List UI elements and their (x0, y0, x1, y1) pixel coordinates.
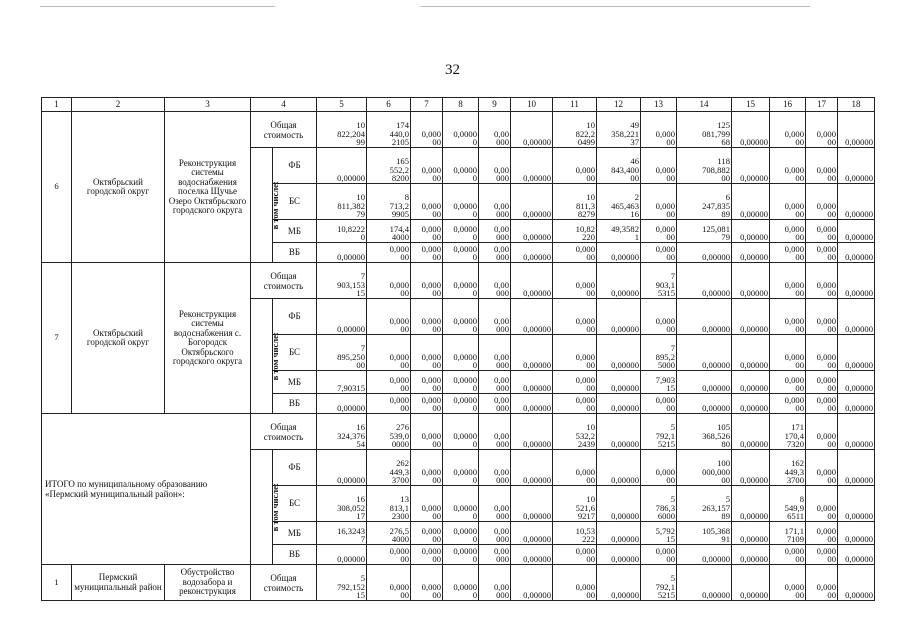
value-cell: 0,00000 (511, 335, 553, 371)
value-cell: 0,000 00 (411, 394, 443, 414)
value-cell: 0,000 00 (770, 299, 806, 335)
value-cell: 49,3582 1 (597, 220, 641, 243)
value-cell: 174,4 4000 (367, 220, 411, 243)
value-cell: 0,000 00 (641, 184, 677, 220)
incl-vertical-label (251, 148, 280, 263)
value-cell: 0,00000 (732, 486, 770, 522)
value-cell: 0,000 00 (641, 220, 677, 243)
incl-vertical-label (251, 450, 280, 565)
project-name: Обустройство водозабора и реконструкция (165, 565, 251, 601)
value-cell: 0,00 000 (479, 486, 511, 522)
value-cell: 5 786,3 6000 (641, 486, 677, 522)
value-cell: 0,000 00 (806, 184, 838, 220)
value-cell: 0,00000 (511, 565, 553, 601)
row-number: 1 (42, 565, 72, 601)
value-cell: 16 308,052 17 (317, 486, 367, 522)
source-label-vb: ВБ (273, 545, 317, 565)
value-cell: 5,792 15 (641, 522, 677, 545)
value-cell: 0,000 00 (806, 335, 838, 371)
col-header: 9 (479, 98, 511, 112)
value-cell: 0,0000 0 (443, 545, 479, 565)
value-cell: 5 792,1 5215 (641, 414, 677, 450)
col-header: 14 (677, 98, 732, 112)
value-cell: 0,000 00 (553, 263, 597, 299)
value-cell: 0,000 00 (806, 545, 838, 565)
incl-vertical-text: в том числе: (269, 482, 280, 532)
col-header: 3 (165, 98, 251, 112)
value-cell: 276 539,0 0000 (367, 414, 411, 450)
value-cell: 7 903,153 15 (317, 263, 367, 299)
total-cost-label: Общая стоимость (251, 414, 317, 450)
value-cell: 0,000 00 (367, 335, 411, 371)
value-cell: 0,00000 (838, 335, 875, 371)
value-cell: 105 368,526 80 (677, 414, 732, 450)
value-cell: 13 813,1 2300 (367, 486, 411, 522)
value-cell: 16 324,376 54 (317, 414, 367, 450)
top-rule-right (420, 6, 810, 7)
value-cell: 0,00 000 (479, 148, 511, 184)
value-cell: 0,00000 (732, 243, 770, 263)
value-cell: 0,0000 0 (443, 371, 479, 394)
value-cell: 0,000 00 (641, 148, 677, 184)
value-cell: 0,00000 (511, 486, 553, 522)
value-cell: 7 903,1 5315 (641, 263, 677, 299)
value-cell: 0,00000 (511, 148, 553, 184)
value-cell: 0,000 00 (641, 450, 677, 486)
value-cell: 0,000 00 (770, 371, 806, 394)
value-cell: 0,00000 (732, 220, 770, 243)
value-cell: 0,00000 (838, 243, 875, 263)
value-cell: 0,000 00 (806, 450, 838, 486)
value-cell: 0,000 00 (411, 545, 443, 565)
value-cell: 0,000 00 (411, 450, 443, 486)
value-cell: 0,00000 (597, 371, 641, 394)
value-cell: 0,00000 (732, 565, 770, 601)
value-cell: 0,00000 (732, 335, 770, 371)
value-cell: 0,00000 (838, 545, 875, 565)
value-cell: 0,000 00 (806, 486, 838, 522)
value-cell: 0,000 00 (553, 450, 597, 486)
municipality-name: Пермский муниципальный район (72, 565, 165, 601)
col-header: 1 (42, 98, 72, 112)
value-cell: 105,368 91 (677, 522, 732, 545)
value-cell: 0,000 00 (770, 184, 806, 220)
value-cell: 0,000 00 (411, 335, 443, 371)
value-cell: 118 708,882 00 (677, 148, 732, 184)
value-cell: 0,00000 (597, 522, 641, 545)
project-name: Реконструкция системы водоснабжения с. Богородск Октябрьского городского округа (165, 263, 251, 414)
value-cell: 10,8222 0 (317, 220, 367, 243)
value-cell: 0,00 000 (479, 299, 511, 335)
value-cell: 0,00000 (317, 450, 367, 486)
itogo-row (42, 414, 875, 450)
col-header: 10 (511, 98, 553, 112)
value-cell: 100 000,000 00 (677, 450, 732, 486)
group-row (42, 263, 875, 299)
value-cell: 0,00000 (317, 299, 367, 335)
value-cell: 10 822,2 0499 (553, 112, 597, 148)
value-cell: 0,000 00 (770, 335, 806, 371)
source-label-mb: МБ (273, 522, 317, 545)
value-cell: 0,00000 (732, 148, 770, 184)
municipality-name: Октябрьский городской округ (72, 112, 165, 263)
value-cell: 0,000 00 (411, 220, 443, 243)
value-cell: 46 843,400 00 (597, 148, 641, 184)
value-cell: 0,0000 0 (443, 112, 479, 148)
value-cell: 0,000 00 (641, 112, 677, 148)
value-cell: 10,53 222 (553, 522, 597, 545)
source-label-fb: ФБ (273, 299, 317, 335)
value-cell: 0,00000 (677, 371, 732, 394)
value-cell: 0,000 00 (553, 335, 597, 371)
value-cell: 0,00000 (732, 371, 770, 394)
value-cell: 0,00000 (597, 565, 641, 601)
value-cell: 0,00000 (511, 545, 553, 565)
value-cell: 0,00 000 (479, 220, 511, 243)
value-cell: 0,000 00 (367, 263, 411, 299)
col-header: 2 (72, 98, 165, 112)
value-cell: 0,00000 (838, 414, 875, 450)
value-cell: 0,000 00 (411, 243, 443, 263)
value-cell: 0,00000 (511, 112, 553, 148)
value-cell: 0,0000 0 (443, 299, 479, 335)
value-cell: 0,0000 0 (443, 263, 479, 299)
value-cell: 0,00000 (597, 545, 641, 565)
value-cell: 0,00000 (732, 450, 770, 486)
value-cell: 0,00000 (597, 263, 641, 299)
value-cell: 0,00 000 (479, 450, 511, 486)
value-cell: 8 713,2 9905 (367, 184, 411, 220)
value-cell: 0,000 00 (770, 394, 806, 414)
value-cell: 0,0000 0 (443, 565, 479, 601)
value-cell: 262 449,3 3700 (367, 450, 411, 486)
value-cell: 6 247,835 89 (677, 184, 732, 220)
value-cell: 5 792,1 5215 (641, 565, 677, 601)
col-header: 18 (838, 98, 875, 112)
value-cell: 0,00000 (838, 450, 875, 486)
value-cell: 0,000 00 (770, 263, 806, 299)
value-cell: 0,000 00 (553, 545, 597, 565)
value-cell: 0,00000 (511, 522, 553, 545)
value-cell: 49 358,221 37 (597, 112, 641, 148)
value-cell: 0,000 00 (411, 184, 443, 220)
row-number: 6 (42, 112, 72, 263)
value-cell: 171 170,4 7320 (770, 414, 806, 450)
value-cell: 0,000 00 (770, 545, 806, 565)
col-header: 4 (251, 98, 317, 112)
value-cell: 10 822,204 99 (317, 112, 367, 148)
value-cell: 171,1 7109 (770, 522, 806, 545)
value-cell: 0,000 00 (411, 148, 443, 184)
value-cell: 0,000 00 (411, 565, 443, 601)
value-cell: 0,00000 (732, 394, 770, 414)
value-cell: 0,00000 (732, 522, 770, 545)
source-label-mb: МБ (273, 220, 317, 243)
value-cell: 7,903 15 (641, 371, 677, 394)
itogo-label: ИТОГО по муниципальному образованию «Пермский муниципальный район»: (42, 414, 251, 565)
value-cell: 0,000 00 (553, 148, 597, 184)
value-cell: 0,00000 (317, 148, 367, 184)
value-cell: 0,00000 (732, 414, 770, 450)
value-cell: 0,00000 (838, 371, 875, 394)
value-cell: 0,00000 (677, 394, 732, 414)
value-cell: 0,000 00 (806, 263, 838, 299)
value-cell: 0,00000 (838, 522, 875, 545)
value-cell: 0,00 000 (479, 522, 511, 545)
total-cost-label: Общая стоимость (251, 263, 317, 299)
value-cell: 16,3243 7 (317, 522, 367, 545)
value-cell: 0,00 000 (479, 263, 511, 299)
col-header: 6 (367, 98, 411, 112)
incl-vertical-text: в том числе: (269, 331, 280, 381)
value-cell: 0,00000 (511, 414, 553, 450)
value-cell: 8 549,9 6511 (770, 486, 806, 522)
value-cell: 0,00000 (597, 450, 641, 486)
value-cell: 0,000 00 (367, 565, 411, 601)
col-header: 12 (597, 98, 641, 112)
value-cell: 0,0000 0 (443, 335, 479, 371)
value-cell: 0,000 00 (411, 112, 443, 148)
value-cell: 162 449,3 3700 (770, 450, 806, 486)
value-cell: 0,00000 (597, 335, 641, 371)
header-row (42, 98, 875, 112)
value-cell: 0,00000 (597, 243, 641, 263)
value-cell: 10 521,6 9217 (553, 486, 597, 522)
total-cost-label: Общая стоимость (251, 112, 317, 148)
value-cell: 0,0000 0 (443, 184, 479, 220)
group-row (42, 112, 875, 148)
value-cell: 0,000 00 (770, 243, 806, 263)
value-cell: 0,000 00 (411, 486, 443, 522)
value-cell: 0,00000 (597, 299, 641, 335)
value-cell: 0,000 00 (411, 299, 443, 335)
table-body (42, 98, 875, 601)
value-cell: 0,0000 0 (443, 486, 479, 522)
data-table (41, 97, 875, 601)
value-cell: 0,00 000 (479, 184, 511, 220)
total-cost-label: Общая стоимость (251, 565, 317, 601)
col-header: 16 (770, 98, 806, 112)
value-cell: 0,000 00 (806, 112, 838, 148)
value-cell: 10 811,3 8279 (553, 184, 597, 220)
value-cell: 0,0000 0 (443, 414, 479, 450)
value-cell: 0,000 00 (806, 565, 838, 601)
value-cell: 0,00 000 (479, 335, 511, 371)
col-header: 13 (641, 98, 677, 112)
col-header: 8 (443, 98, 479, 112)
value-cell: 10 532,2 2439 (553, 414, 597, 450)
value-cell: 0,00000 (511, 450, 553, 486)
col-header: 17 (806, 98, 838, 112)
value-cell: 0,00000 (317, 545, 367, 565)
value-cell: 125,081 79 (677, 220, 732, 243)
value-cell: 0,00000 (511, 394, 553, 414)
value-cell: 0,00 000 (479, 414, 511, 450)
value-cell: 0,00000 (677, 545, 732, 565)
last-row (42, 565, 875, 601)
value-cell: 0,00000 (732, 263, 770, 299)
value-cell: 0,000 00 (367, 299, 411, 335)
value-cell: 0,000 00 (553, 371, 597, 394)
page-number: 32 (445, 62, 460, 78)
value-cell: 7 895,2 5000 (641, 335, 677, 371)
value-cell: 0,000 00 (553, 394, 597, 414)
col-header: 7 (411, 98, 443, 112)
row-number: 7 (42, 263, 72, 414)
value-cell: 0,00000 (317, 243, 367, 263)
value-cell: 0,00000 (838, 220, 875, 243)
value-cell: 0,000 00 (641, 299, 677, 335)
value-cell: 0,00000 (511, 184, 553, 220)
value-cell: 0,00 000 (479, 394, 511, 414)
value-cell: 0,000 00 (411, 522, 443, 545)
value-cell: 0,0000 0 (443, 243, 479, 263)
value-cell: 0,000 00 (411, 263, 443, 299)
col-header: 5 (317, 98, 367, 112)
value-cell: 10,82 220 (553, 220, 597, 243)
value-cell: 0,00000 (838, 394, 875, 414)
value-cell: 0,00000 (732, 112, 770, 148)
value-cell: 5 792,152 15 (317, 565, 367, 601)
value-cell: 174 440,0 2105 (367, 112, 411, 148)
value-cell: 0,00000 (511, 299, 553, 335)
value-cell: 0,00000 (732, 545, 770, 565)
value-cell: 0,000 00 (553, 243, 597, 263)
value-cell: 0,00 000 (479, 112, 511, 148)
source-label-bs: БС (273, 184, 317, 220)
value-cell: 0,00000 (677, 335, 732, 371)
value-cell: 0,000 00 (553, 565, 597, 601)
col-header: 15 (732, 98, 770, 112)
value-cell: 0,00000 (838, 184, 875, 220)
top-rule-left (40, 6, 275, 7)
source-label-bs: БС (273, 486, 317, 522)
value-cell: 0,00000 (838, 565, 875, 601)
value-cell: 0,000 00 (367, 545, 411, 565)
value-cell: 276,5 4000 (367, 522, 411, 545)
project-name: Реконструкция системы водоснабжения поселка Щучье Озеро Октябрьского городского округа (165, 112, 251, 263)
value-cell: 0,000 00 (770, 565, 806, 601)
value-cell: 0,00 000 (479, 371, 511, 394)
value-cell: 0,000 00 (806, 243, 838, 263)
value-cell: 0,000 00 (770, 220, 806, 243)
value-cell: 0,00 000 (479, 565, 511, 601)
value-cell: 0,000 00 (553, 299, 597, 335)
value-cell: 0,000 00 (806, 414, 838, 450)
value-cell: 5 263,157 89 (677, 486, 732, 522)
value-cell: 0,00000 (838, 299, 875, 335)
value-cell: 0,00000 (677, 263, 732, 299)
value-cell: 0,0000 0 (443, 450, 479, 486)
value-cell: 0,000 00 (806, 371, 838, 394)
value-cell: 0,000 00 (641, 243, 677, 263)
value-cell: 0,000 00 (770, 148, 806, 184)
value-cell: 0,00000 (597, 394, 641, 414)
value-cell: 0,0000 0 (443, 522, 479, 545)
value-cell: 0,00 000 (479, 243, 511, 263)
value-cell: 0,000 00 (806, 148, 838, 184)
value-cell: 0,000 00 (806, 522, 838, 545)
value-cell: 0,00000 (597, 486, 641, 522)
value-cell: 0,000 00 (411, 414, 443, 450)
value-cell: 0,00000 (838, 112, 875, 148)
value-cell: 0,0000 0 (443, 148, 479, 184)
value-cell: 0,000 00 (411, 371, 443, 394)
value-cell: 0,000 00 (367, 394, 411, 414)
value-cell: 0,00 000 (479, 545, 511, 565)
value-cell: 0,00000 (511, 243, 553, 263)
col-header: 11 (553, 98, 597, 112)
value-cell: 7,90315 (317, 371, 367, 394)
value-cell: 0,00000 (511, 371, 553, 394)
value-cell: 0,000 00 (806, 220, 838, 243)
value-cell: 0,00000 (838, 486, 875, 522)
value-cell: 0,0000 0 (443, 220, 479, 243)
incl-vertical-text: в том числе: (269, 180, 280, 230)
municipality-name: Октябрьский городской округ (72, 263, 165, 414)
value-cell: 0,00000 (838, 148, 875, 184)
value-cell: 0,00000 (677, 299, 732, 335)
value-cell: 0,00000 (677, 565, 732, 601)
value-cell: 0,000 00 (806, 299, 838, 335)
value-cell: 0,000 00 (641, 545, 677, 565)
value-cell: 2 465,463 16 (597, 184, 641, 220)
value-cell: 0,000 00 (367, 371, 411, 394)
value-cell: 165 552,2 8200 (367, 148, 411, 184)
source-label-vb: ВБ (273, 243, 317, 263)
value-cell: 0,00000 (597, 414, 641, 450)
source-label-fb: ФБ (273, 450, 317, 486)
source-label-bs: БС (273, 335, 317, 371)
source-label-vb: ВБ (273, 394, 317, 414)
value-cell: 0,00000 (732, 299, 770, 335)
value-cell: 0,00000 (317, 394, 367, 414)
value-cell: 0,00000 (677, 243, 732, 263)
value-cell: 7 895,250 00 (317, 335, 367, 371)
value-cell: 10 811,382 79 (317, 184, 367, 220)
value-cell: 0,000 00 (641, 394, 677, 414)
source-label-fb: ФБ (273, 148, 317, 184)
value-cell: 0,000 00 (770, 112, 806, 148)
value-cell: 0,00000 (511, 263, 553, 299)
incl-vertical-label (251, 299, 280, 414)
value-cell: 0,000 00 (367, 243, 411, 263)
source-label-mb: МБ (273, 371, 317, 394)
value-cell: 0,00000 (511, 220, 553, 243)
value-cell: 125 081,799 68 (677, 112, 732, 148)
value-cell: 0,00000 (732, 184, 770, 220)
value-cell: 0,000 00 (806, 394, 838, 414)
value-cell: 0,0000 0 (443, 394, 479, 414)
value-cell: 0,00000 (838, 263, 875, 299)
